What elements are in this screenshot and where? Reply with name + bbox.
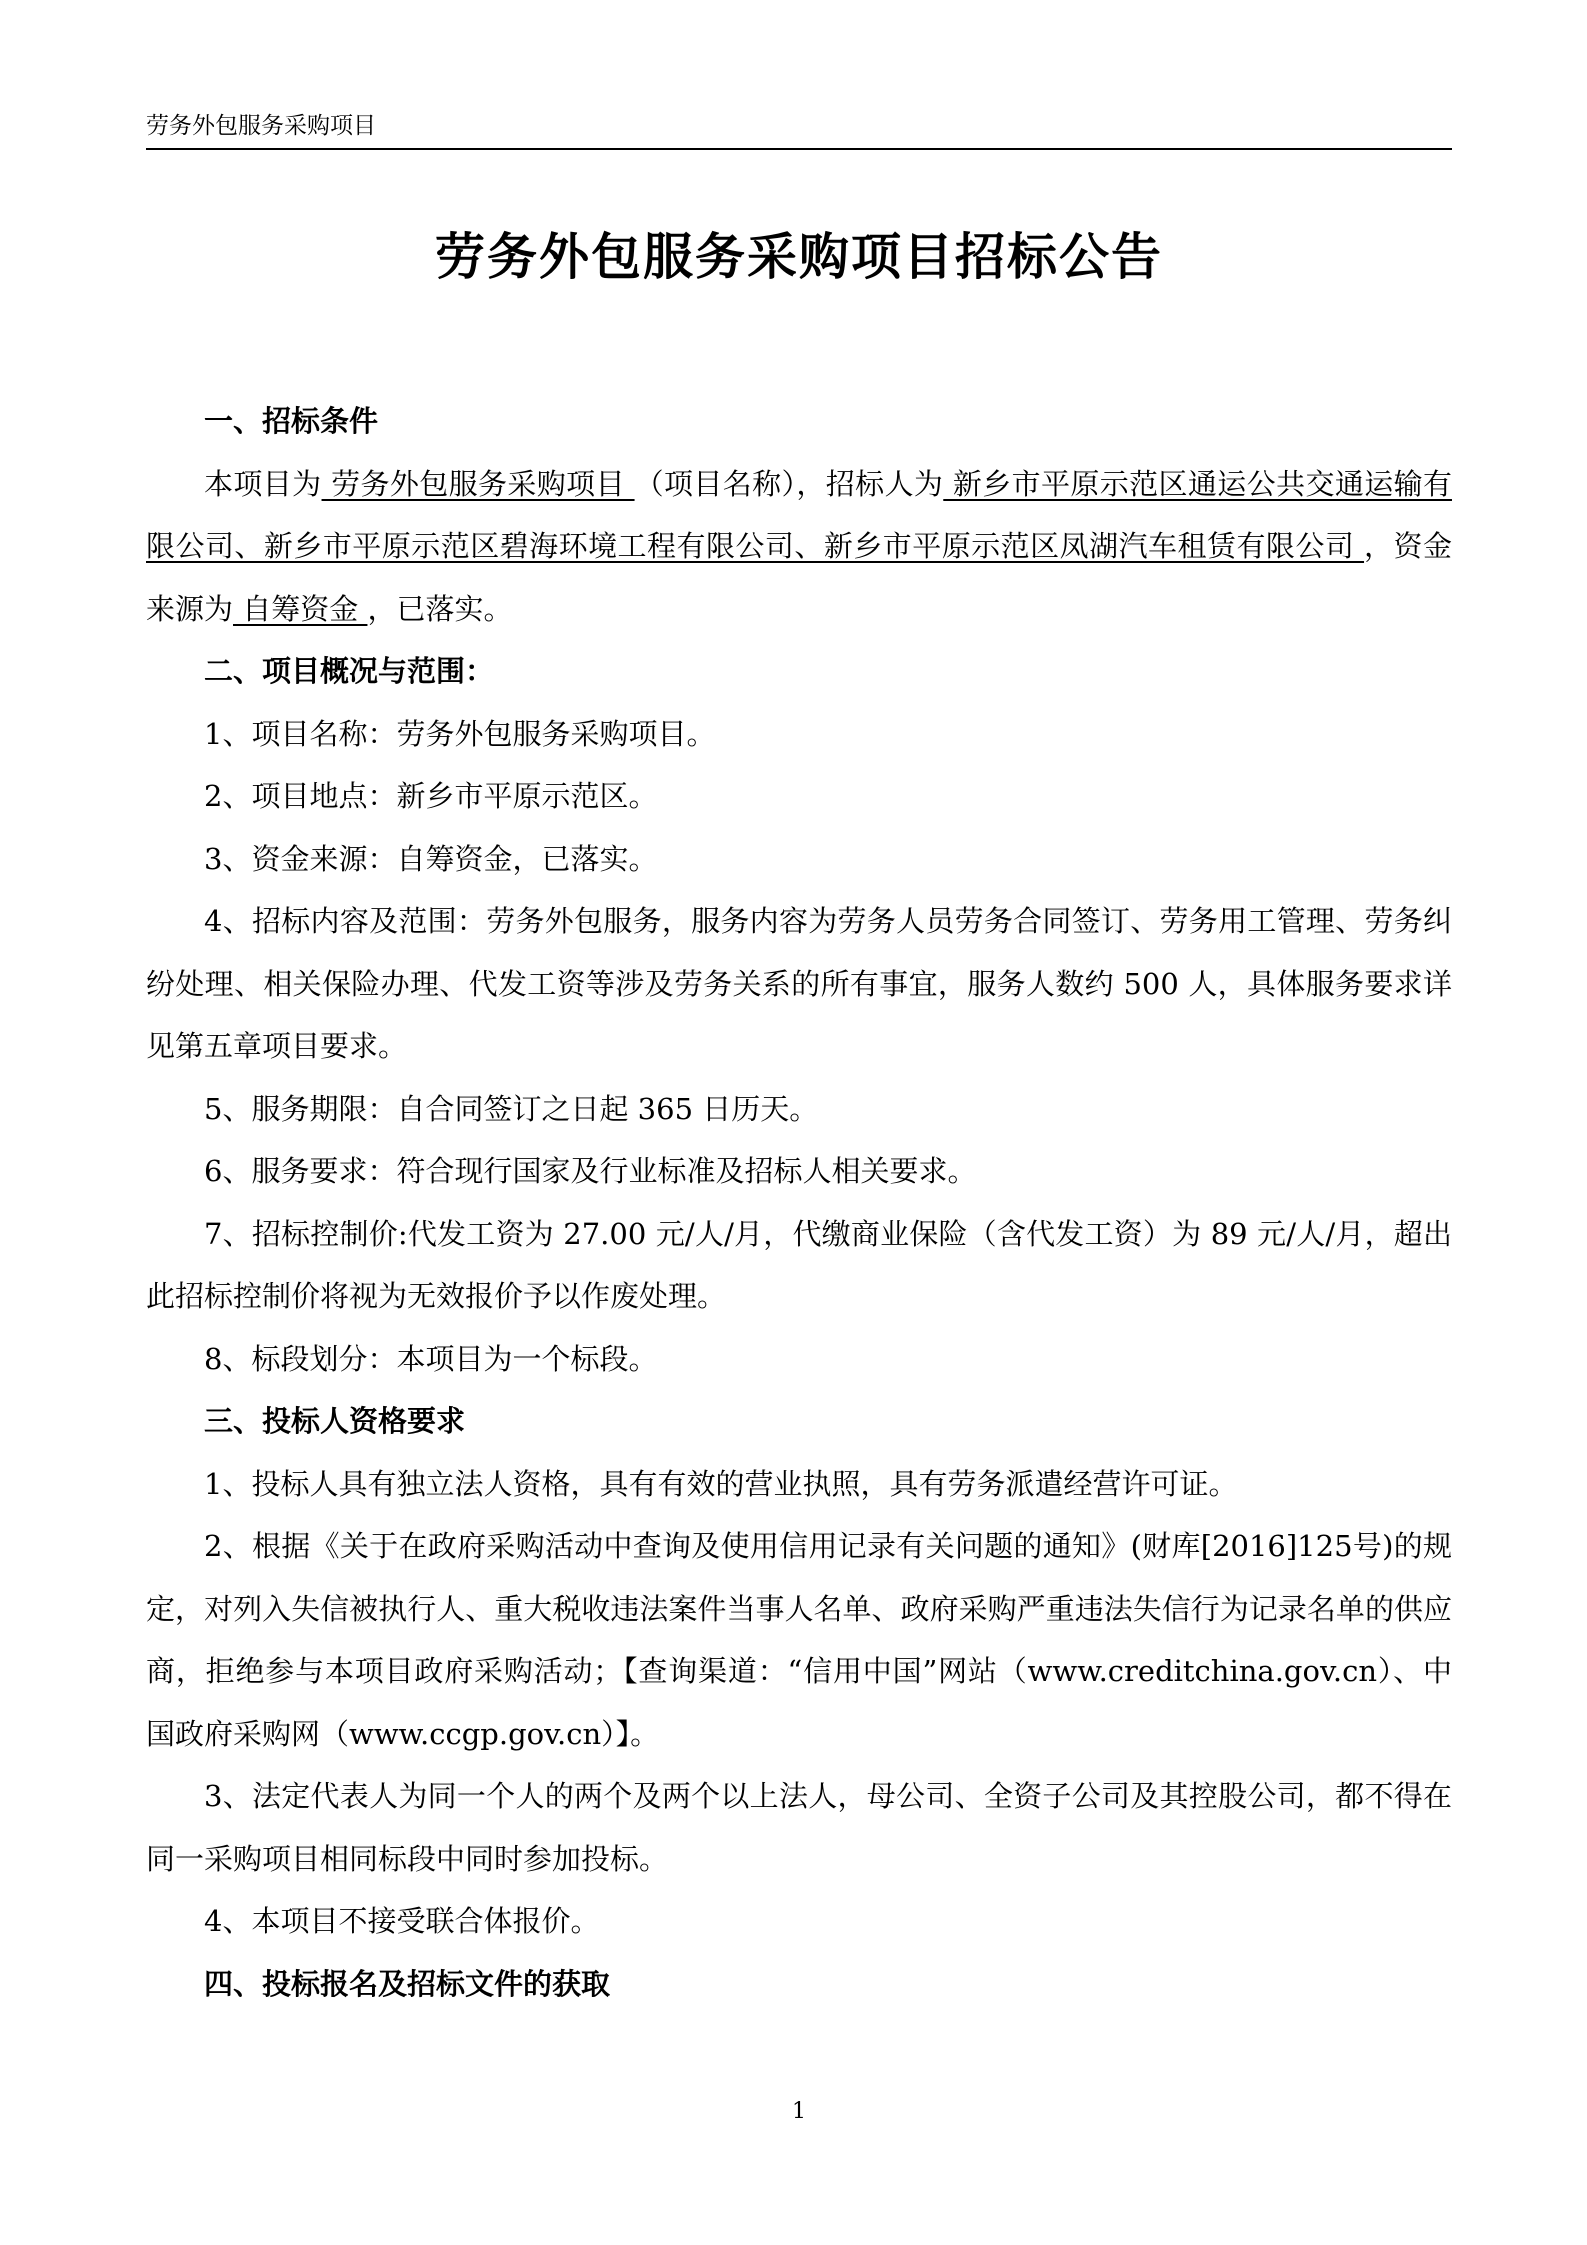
project-name-underlined: 劳务外包服务采购项目 <box>321 466 635 501</box>
section-3-heading: 三、投标人资格要求 <box>204 1404 466 1438</box>
document-body <box>146 390 1452 2015</box>
section-4-heading: 四、投标报名及招标文件的获取 <box>204 1966 611 2001</box>
fund-source-underlined: 自筹资金 <box>233 591 368 626</box>
overview-item-1: 1、项目名称：劳务外包服务采购项目。 <box>204 716 716 751</box>
overview-item-7: 7、招标控制价:代发工资为 27.00 元/人/月，代缴商业保险（含代发工资）为 89 元/人/月，超出此招标控制价将视为无效报价予以作废处理。 <box>146 1216 1452 1313</box>
qualification-item-1: 1、投标人具有独立法人资格，具有有效的营业执照，具有劳务派遣经营许可证。 <box>204 1466 1238 1501</box>
overview-item-8: 8、标段划分：本项目为一个标段。 <box>204 1341 658 1376</box>
overview-item-5: 5、服务期限：自合同签订之日起 365 日历天。 <box>204 1091 819 1126</box>
text-segment: （项目名称），招标人为 <box>634 466 944 501</box>
tenderer-underlined: 新乡市平原示范区通运公共交通运输有限公司、新乡市平原示范区碧海环境工程有限公司、新乡市平原示范区凤湖汽车租赁有限公司 <box>146 466 1452 563</box>
bidding-conditions-paragraph <box>146 453 1452 641</box>
qualification-item-2: 2、根据《关于在政府采购活动中查询及使用信用记录有关问题的通知》(财库[2016]125号)的规定，对列入失信被执行人、重大税收违法案件当事人名单、政府采购严重违法失信行为记录名单的供应商，拒绝参与本项目政府采购活动；【查询渠道：“信用中国”网站（www.creditchina.gov.cn）、中国政府采购网（www.ccgp.gov.cn）】。 <box>146 1529 1452 1751</box>
page-header <box>146 108 1452 150</box>
overview-item-2: 2、项目地点：新乡市平原示范区。 <box>204 779 658 813</box>
document-title: 劳务外包服务采购项目招标公告 <box>435 227 1163 286</box>
overview-item-6: 6、服务要求：符合现行国家及行业标准及招标人相关要求。 <box>204 1154 977 1188</box>
section-2-heading: 二、项目概况与范围： <box>204 654 495 688</box>
text-segment: ，已落实。 <box>367 591 513 626</box>
page-number: 1 <box>792 2099 806 2124</box>
overview-item-3: 3、资金来源：自筹资金，已落实。 <box>204 841 658 876</box>
text-segment: ，资金来源为 <box>146 529 1452 626</box>
qualification-item-3: 3、法定代表人为同一个人的两个及两个以上法人，母公司、全资子公司及其控股公司，都不得在同一采购项目相同标段中同时参加投标。 <box>146 1779 1452 1876</box>
text-segment: 本项目为 <box>204 466 322 501</box>
section-1-heading: 一、招标条件 <box>204 404 379 438</box>
overview-item-4: 4、招标内容及范围：劳务外包服务，服务内容为劳务人员劳务合同签订、劳务用工管理、劳务纠纷处理、相关保险办理、代发工资等涉及劳务关系的所有事宜，服务人数约 500 人，具体服务要求详见第五章项目要求。 <box>146 904 1452 1063</box>
header-text: 劳务外包服务采购项目 <box>146 113 376 139</box>
qualification-item-4: 4、本项目不接受联合体报价。 <box>204 1904 600 1938</box>
